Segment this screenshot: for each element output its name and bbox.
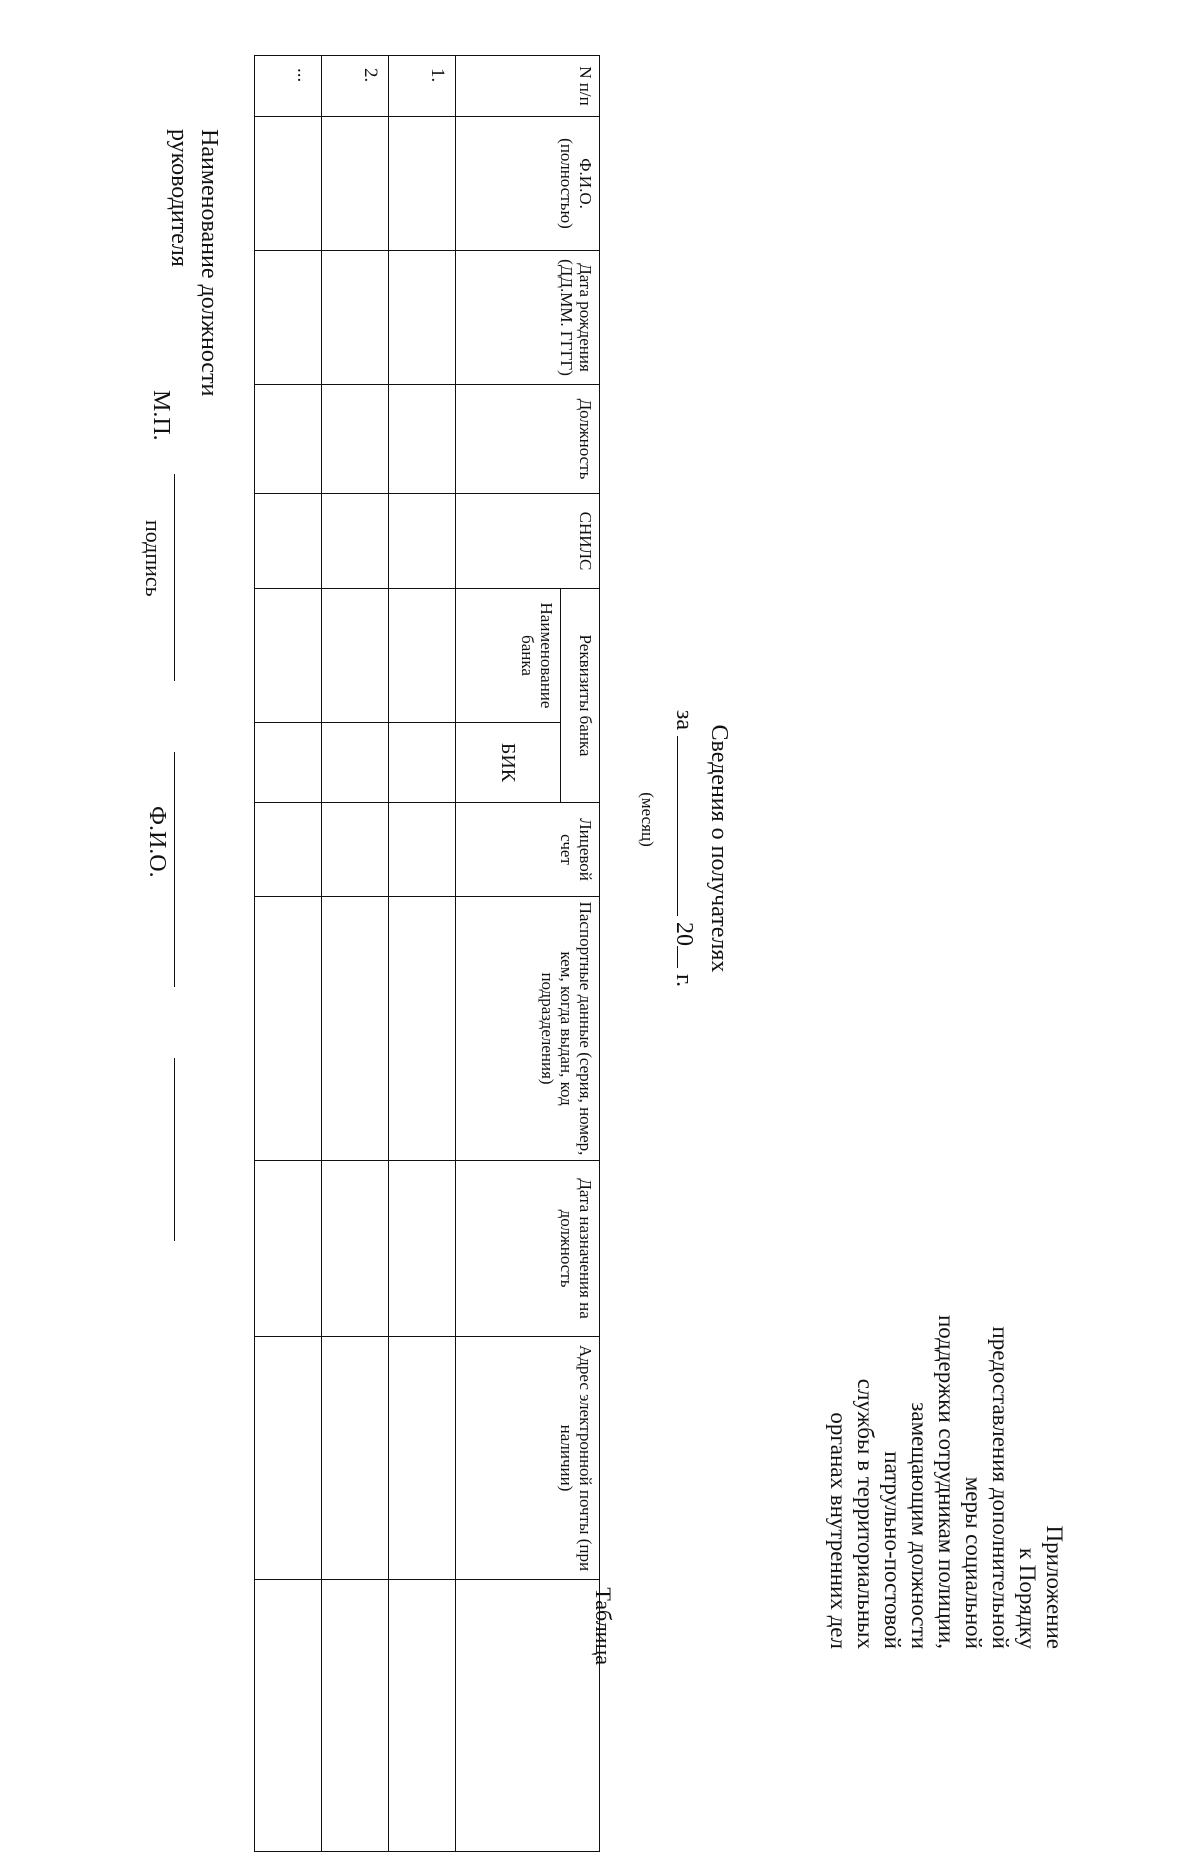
- cell: [322, 385, 389, 494]
- appendix-line: Приложение: [1042, 1525, 1067, 1649]
- cell: [389, 897, 456, 1161]
- cell: [389, 803, 456, 897]
- header-appointment-date: Дата назначения на должность: [456, 1161, 600, 1337]
- cell: [389, 117, 456, 251]
- period-suffix: г.: [671, 974, 697, 988]
- appendix-line: к Порядку: [1015, 1547, 1040, 1649]
- signatory-position-line: руководителя: [166, 129, 192, 267]
- signatory-position: [164, 129, 224, 396]
- row-number: 2.: [322, 56, 389, 117]
- header-account: Лицевой счет: [456, 803, 600, 897]
- cell: [322, 723, 389, 803]
- signature-line: [174, 474, 176, 681]
- period-year: 20: [671, 922, 697, 946]
- header-bank-name: Наименование банка: [456, 589, 561, 723]
- cell: [322, 494, 389, 589]
- cell: [322, 589, 389, 723]
- cell: [389, 1580, 456, 1852]
- cell: [322, 1337, 389, 1580]
- document-title: Сведения о получателях: [706, 724, 732, 973]
- cell: [322, 1161, 389, 1337]
- cell: [255, 1337, 322, 1580]
- table-label: Таблица: [591, 1587, 616, 1665]
- signatory-position-line: Наименование должности: [196, 129, 222, 397]
- cell: [255, 1580, 322, 1852]
- row-number: ...: [255, 56, 322, 117]
- recipients-table: [254, 55, 600, 1852]
- cell: [389, 385, 456, 494]
- year-blank: [677, 946, 700, 968]
- appendix-block: [825, 1179, 1068, 1649]
- header-email: Адрес электронной почты (при наличии): [456, 1337, 600, 1580]
- cell: [255, 589, 322, 723]
- header-extra: [456, 1580, 600, 1852]
- header-bik: БИК: [456, 723, 561, 803]
- month-blank: [677, 736, 700, 916]
- cell: [255, 117, 322, 251]
- header-passport: Паспортные данные (серия, номер, кем, когда выдан, код подразделения): [456, 897, 600, 1161]
- table-row: [389, 56, 456, 1852]
- cell: [389, 251, 456, 385]
- cell: [389, 1161, 456, 1337]
- header-fio: Ф.И.О. (полностью): [456, 117, 600, 251]
- cell: [255, 803, 322, 897]
- cell: [322, 803, 389, 897]
- signature-hint: подпись: [141, 520, 166, 597]
- cell: [389, 494, 456, 589]
- header-birth-date: Дата рождения (ДД.ММ. ГГГГ): [456, 251, 600, 385]
- cell: [255, 494, 322, 589]
- appendix-line: службы в территориальных: [853, 1378, 878, 1649]
- cell: [389, 1337, 456, 1580]
- name-line: [174, 1058, 176, 1241]
- cell: [322, 117, 389, 251]
- cell: [322, 1580, 389, 1852]
- cell: [389, 589, 456, 723]
- stamp-place: М.П.: [148, 390, 174, 441]
- appendix-line: органах внутренних дел: [826, 1412, 851, 1649]
- cell: [255, 251, 322, 385]
- signature-line: [174, 752, 176, 987]
- table-row: [322, 56, 389, 1852]
- period-prefix: за: [671, 709, 697, 730]
- row-number: 1.: [389, 56, 456, 117]
- cell: [255, 723, 322, 803]
- month-hint: (месяц): [638, 792, 657, 847]
- cell: [255, 385, 322, 494]
- name-hint: Ф.И.О.: [144, 806, 170, 878]
- period-line: [670, 0, 700, 1697]
- cell: [322, 251, 389, 385]
- header-snils: СНИЛС: [456, 494, 600, 589]
- appendix-line: замещающим должности: [907, 1402, 932, 1649]
- table-row: [255, 56, 322, 1852]
- cell: [322, 897, 389, 1161]
- appendix-line: патрульно-постовой: [880, 1451, 905, 1649]
- appendix-line: меры социальной: [961, 1476, 986, 1649]
- cell: [389, 723, 456, 803]
- header-bank-details: Реквизиты банка: [561, 589, 600, 803]
- appendix-line: предоставления дополнительной: [988, 1326, 1013, 1649]
- header-num: N п/п: [456, 56, 600, 117]
- appendix-line: поддержки сотрудникам полиции,: [934, 1315, 959, 1649]
- cell: [255, 897, 322, 1161]
- header-position: Должность: [456, 385, 600, 494]
- cell: [255, 1161, 322, 1337]
